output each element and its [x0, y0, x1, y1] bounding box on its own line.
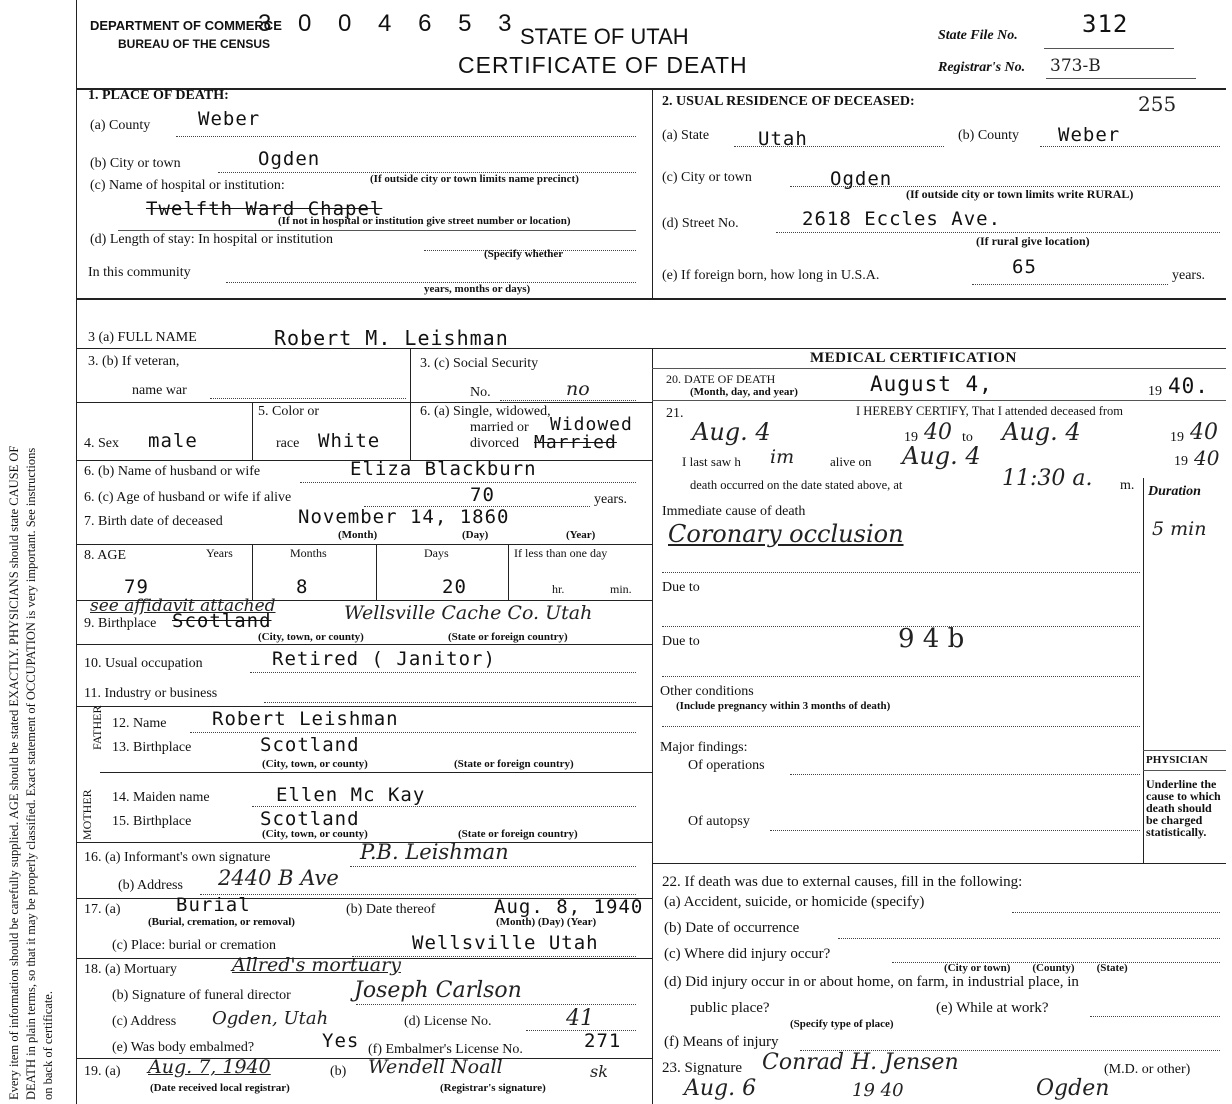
director-label: (b) Signature of funeral director — [112, 988, 291, 1003]
burial-date-note: (Month) (Day) (Year) — [496, 916, 597, 928]
res-county-value: Weber — [1058, 124, 1121, 146]
birthplace-city-note: (City, town, or county) — [258, 631, 364, 643]
res-city-value: Ogden — [830, 168, 893, 190]
certificate-title: CERTIFICATE OF DEATH — [458, 52, 748, 78]
alive-on-label: alive on — [830, 454, 872, 469]
embalmed-value: Yes — [322, 1030, 360, 1052]
age-label: 8. AGE — [84, 548, 126, 563]
sex-label: 4. Sex — [84, 436, 119, 451]
informant-label: 16. (a) Informant's own signature — [84, 850, 271, 865]
signature-date: Aug. 6 — [684, 1076, 757, 1101]
spouse-age-value: 70 — [470, 484, 495, 506]
form-left-border — [76, 0, 77, 1104]
registrar-no-line — [1046, 78, 1196, 79]
age-years-head: Years — [206, 546, 233, 560]
last-saw-him: im — [770, 446, 795, 468]
external-c-note: (City or town) (County) (State) — [944, 962, 1128, 974]
age-months-value: 8 — [296, 576, 309, 598]
mortuary-label: 18. (a) Mortuary — [84, 962, 177, 977]
due-to-2-value: 9 4 b — [898, 624, 965, 654]
place-of-death-heading: 1. PLACE OF DEATH: — [88, 88, 229, 103]
spouse-label: 6. (b) Name of husband or wife — [84, 464, 261, 479]
top-divider — [652, 88, 653, 298]
county-value: Weber — [198, 108, 261, 130]
community-label: In this community — [88, 265, 191, 280]
attend-from-year: 40 — [924, 420, 952, 445]
county-label: (a) County — [90, 118, 151, 133]
spouse-age-label: 6. (c) Age of husband or wife if alive — [84, 490, 292, 505]
immediate-label: Immediate cause of death — [662, 504, 806, 519]
race-label: race — [276, 436, 300, 451]
foreign-label: (e) If foreign born, how long in U.S.A. — [662, 268, 880, 283]
registrar-signature: Wendell Noall — [368, 1056, 503, 1078]
war-line — [210, 398, 406, 399]
month-note: (Month) — [338, 529, 378, 541]
cause-line-3 — [662, 676, 1140, 677]
state-title: STATE OF UTAH — [520, 24, 689, 49]
margin-instructions — [6, 10, 57, 1100]
received-note: (Date received local registrar) — [150, 1082, 290, 1094]
residence-heading: 2. USUAL RESIDENCE OF DECEASED: — [662, 94, 915, 109]
name-rule — [76, 348, 652, 349]
burial-label: 17. (a) — [84, 902, 121, 917]
cause-line-1 — [662, 572, 1140, 573]
license-value: 41 — [566, 1006, 594, 1031]
industry-rule — [76, 706, 652, 707]
physician-signature: Conrad H. Jensen — [762, 1050, 959, 1075]
burial-date-value: Aug. 8, 1940 — [494, 896, 644, 918]
immediate-duration: 5 min — [1152, 518, 1207, 540]
hospital-value: Twelfth Ward Chapel — [146, 198, 383, 220]
full-name-label: 3 (a) FULL NAME — [88, 330, 197, 345]
industry-label: 11. Industry or business — [84, 686, 218, 701]
age-days-head: Days — [424, 546, 449, 560]
ss-value: no — [566, 378, 590, 400]
informant-address-label: (b) Address — [118, 878, 183, 893]
mother-bp-value: Scotland — [260, 808, 360, 830]
hospital-line — [118, 230, 636, 231]
color-label: 5. Color or — [258, 404, 320, 419]
father-rule — [100, 772, 652, 773]
hospital-note: (If outside city or town limits name precinct) — [370, 173, 579, 185]
external-b: (b) Date of occurrence — [664, 920, 800, 936]
registrar-no-value: 373-B — [1050, 56, 1101, 76]
hr-label: hr. — [552, 582, 565, 596]
attend-from-prefix: 19 — [904, 430, 918, 445]
received-value: Aug. 7, 1940 — [148, 1056, 271, 1078]
external-d: (d) Did injury occur in or about home, on farm, in industrial place, in — [664, 974, 1079, 990]
age-years-value: 79 — [124, 576, 149, 598]
registrar-note: (Registrar's signature) — [440, 1082, 546, 1094]
hospital-label: (c) Name of hospital or institution: — [90, 178, 285, 193]
immediate-cause: Coronary occlusion — [668, 520, 904, 548]
burial-value: Burial — [176, 894, 251, 916]
street-value: 2618 Eccles Ave. — [802, 208, 1002, 230]
major-findings-label: Major findings: — [660, 740, 748, 755]
father-name-label: 12. Name — [112, 716, 167, 731]
last-saw-prefix: 19 — [1174, 454, 1188, 469]
other-conditions-note: (Include pregnancy within 3 months of death) — [676, 700, 891, 712]
physician-rule — [1143, 750, 1226, 751]
informant-line — [350, 866, 636, 867]
external-rule — [652, 863, 1226, 864]
director-line — [356, 1004, 636, 1005]
medical-top-rule — [652, 348, 1226, 349]
last-saw-date: Aug. 4 — [902, 442, 981, 470]
industry-line — [264, 702, 636, 703]
full-name-value: Robert M. Leishman — [274, 326, 509, 350]
birth-date-label: 7. Birth date of deceased — [84, 514, 223, 529]
mother-tag: MOTHER — [80, 789, 94, 840]
mother-name-value: Ellen Mc Kay — [276, 784, 426, 806]
min-label: min. — [610, 582, 632, 596]
age-days-value: 20 — [442, 576, 467, 598]
attend-to-year: 40 — [1190, 420, 1218, 445]
cert-number: 21. — [666, 406, 684, 421]
res-city-line — [790, 186, 1220, 187]
birthplace-state-note: (State or foreign country) — [448, 631, 568, 643]
margin-line-1: Every item of information should be carefully supplied. AGE should be stated EXACTLY. PHYSICIANS should state CAUSE OF — [7, 445, 21, 1100]
date-death-year: 40. — [1168, 374, 1209, 398]
operations-line — [790, 774, 1140, 775]
medical-head-rule — [652, 368, 1226, 369]
vet-rule — [76, 402, 652, 403]
marital-label-2: married or — [470, 420, 529, 435]
father-bp-label: 13. Birthplace — [112, 740, 192, 755]
state-file-value: 312 — [1082, 10, 1129, 38]
signature-label: 23. Signature — [662, 1060, 742, 1076]
foreign-value: 65 — [1012, 256, 1037, 278]
street-note: (If rural give location) — [976, 234, 1090, 248]
ss-no-label: No. — [470, 385, 491, 400]
father-bp-state-note: (State or foreign country) — [454, 758, 574, 770]
occurred-text: death occurred on the date stated above, at — [690, 478, 903, 492]
birthplace-rule — [76, 644, 652, 645]
ymd-note: years, months or days) — [424, 283, 531, 295]
date-death-label: 20. DATE OF DEATH — [666, 372, 776, 386]
mother-bp-city-note: (City, town, or county) — [262, 828, 368, 840]
father-name-value: Robert Leishman — [212, 708, 399, 730]
age-lt-head: If less than one day — [514, 546, 608, 560]
registrar-initials: sk — [590, 1062, 608, 1081]
external-a-line — [1012, 912, 1220, 913]
director-signature: Joseph Carlson — [354, 978, 522, 1003]
res-county-label: (b) County — [958, 128, 1020, 143]
birth-rule — [76, 544, 652, 545]
informant-address: 2440 B Ave — [218, 866, 339, 890]
burial-note: (Burial, cremation, or removal) — [148, 916, 295, 928]
marital-value-2: Married — [534, 432, 617, 453]
age-div-2 — [376, 544, 377, 600]
external-b-line — [838, 938, 1220, 939]
due-to-2: Due to — [662, 634, 700, 649]
attend-from-date: Aug. 4 — [692, 418, 771, 446]
year-note: (Year) — [566, 529, 596, 541]
sex-divider — [252, 402, 253, 460]
informant-address-line — [200, 894, 636, 895]
marital-label-3: divorced — [470, 436, 519, 451]
bureau-label: BUREAU OF THE CENSUS — [118, 37, 271, 51]
attend-to-prefix: 19 — [1170, 430, 1184, 445]
due-to-1: Due to — [662, 580, 700, 595]
time-of-death: 11:30 a. — [1002, 466, 1093, 491]
age-div-3 — [508, 544, 509, 600]
birthplace-label: 9. Birthplace — [84, 616, 157, 631]
war-label: name war — [132, 383, 187, 398]
external-e: (e) While at work? — [936, 1000, 1049, 1016]
section-rule — [76, 298, 1226, 300]
external-heading: 22. If death was due to external causes, fill in the following: — [662, 874, 1023, 890]
vet-divider — [410, 348, 411, 402]
mother-name-label: 14. Maiden name — [112, 790, 210, 805]
place-burial-label: (c) Place: burial or cremation — [112, 938, 277, 953]
physician-rule-2 — [1143, 770, 1226, 771]
res-state-line — [734, 146, 944, 147]
foreign-years: years. — [1172, 268, 1206, 283]
res-county-line — [1040, 146, 1220, 147]
city-value: Ogden — [258, 148, 321, 170]
external-e-line — [1090, 1016, 1220, 1017]
res-city-label: (c) City or town — [662, 170, 752, 185]
last-saw-year: 40 — [1194, 446, 1220, 470]
spouse-line — [300, 482, 636, 483]
attend-to-date: Aug. 4 — [1002, 418, 1081, 446]
father-tag: FATHER — [90, 705, 104, 750]
occupation-value: Retired ( Janitor) — [272, 648, 496, 670]
occupation-label: 10. Usual occupation — [84, 656, 203, 671]
registrar-no-label: Registrar's No. — [938, 60, 1026, 75]
veteran-label: 3. (b) If veteran, — [88, 354, 180, 369]
received-label: 19. (a) — [84, 1064, 121, 1079]
embalmed-label: (e) Was body embalmed? — [112, 1040, 255, 1055]
physician-note: Underline the cause to which death should be charged statistically. — [1146, 777, 1221, 839]
county-line — [176, 136, 636, 137]
birthplace-hand: Wellsville Cache Co. Utah — [344, 602, 593, 624]
state-file-line — [1044, 48, 1174, 49]
date-death-value: August 4, — [870, 372, 993, 396]
external-d2: public place? — [690, 1000, 770, 1016]
state-file-label: State File No. — [938, 28, 1018, 43]
ss-line — [500, 400, 636, 401]
external-f: (f) Means of injury — [664, 1034, 779, 1050]
certificate-stamp-number: 3 0 0 4 6 5 3 — [258, 10, 522, 37]
signature-place: Ogden — [1036, 1076, 1110, 1101]
date-death-sub: (Month, day, and year) — [690, 386, 798, 398]
stay-label: (d) Length of stay: In hospital or institution — [90, 232, 334, 247]
margin-line-2: DEATH in plain terms, so that it may be properly classified. Exact statement of OCCUPATION is very important. See instructions — [24, 447, 38, 1100]
physician-tag: PHYSICIAN — [1146, 754, 1208, 766]
header-rule — [76, 88, 1226, 90]
foreign-line — [972, 284, 1168, 285]
birth-date-value: November 14, 1860 — [298, 506, 510, 528]
birthplace-typed: Scotland — [172, 610, 272, 632]
marital-label-1: 6. (a) Single, widowed, — [420, 404, 551, 419]
license-label: (d) License No. — [404, 1014, 492, 1029]
day-note: (Day) — [462, 529, 489, 541]
age-months-head: Months — [290, 546, 327, 560]
duration-label: Duration — [1148, 484, 1201, 499]
informant-signature: P.B. Leishman — [360, 840, 509, 864]
burial-date-label: (b) Date thereof — [346, 902, 436, 917]
place-burial-value: Wellsville Utah — [412, 932, 599, 954]
external-c: (c) Where did injury occur? — [664, 946, 831, 962]
duration-col — [1143, 478, 1144, 863]
cause-line-4 — [662, 726, 1140, 727]
date-death-rule — [652, 400, 1226, 401]
mother-name-line — [252, 806, 636, 807]
mother-bp-label: 15. Birthplace — [112, 814, 192, 829]
of-operations-label: Of operations — [688, 758, 765, 773]
father-name-line — [190, 732, 636, 733]
medical-heading: MEDICAL CERTIFICATION — [810, 350, 1017, 366]
sex-value: male — [148, 430, 198, 452]
hospital-note-2: (If not in hospital or institution give street number or location) — [278, 215, 571, 227]
residence-code: 255 — [1138, 92, 1177, 116]
embalmer-label: (f) Embalmer's License No. — [368, 1042, 523, 1057]
affidavit-note: see affidavit attached — [90, 596, 276, 616]
father-bp-value: Scotland — [260, 734, 360, 756]
res-city-note: (If outside city or town limits write RURAL) — [906, 187, 1134, 201]
street-label: (d) Street No. — [662, 216, 739, 231]
dept-label: DEPARTMENT OF COMMERCE — [90, 18, 282, 33]
mid-divider — [652, 348, 653, 1104]
spouse-value: Eliza Blackburn — [350, 458, 537, 480]
reg-sig-label: (b) — [330, 1064, 347, 1079]
external-d-note: (Specify type of place) — [790, 1018, 894, 1030]
res-state-label: (a) State — [662, 128, 710, 143]
external-a: (a) Accident, suicide, or homicide (specify) — [664, 894, 925, 910]
race-divider — [410, 402, 411, 460]
cert-text: I HEREBY CERTIFY, That I attended deceased from — [856, 404, 1124, 418]
mother-bp-state-note: (State or foreign country) — [458, 828, 578, 840]
marital-value-1: Widowed — [550, 414, 633, 435]
embalmer-value: 271 — [584, 1030, 622, 1052]
city-label: (b) City or town — [90, 156, 181, 171]
mortuary-value: Allred's mortuary — [232, 954, 401, 976]
occupation-line — [250, 672, 636, 673]
father-bp-city-note: (City, town, or county) — [262, 758, 368, 770]
md-label: (M.D. or other) — [1104, 1062, 1191, 1077]
margin-line-3: on back of certificate. — [41, 991, 55, 1100]
other-conditions-label: Other conditions — [660, 684, 754, 699]
res-state-value: Utah — [758, 128, 808, 150]
street-line — [776, 232, 1220, 233]
time-m: m. — [1120, 478, 1135, 493]
last-saw-label: I last saw h — [682, 454, 741, 469]
fd-address-label: (c) Address — [112, 1014, 177, 1029]
signature-year: 19 40 — [852, 1080, 904, 1101]
date-death-year-pre: 19 — [1148, 384, 1162, 399]
attend-to-label: to — [962, 430, 973, 445]
age-div-1 — [252, 544, 253, 600]
autopsy-line — [770, 830, 1140, 831]
specify-note: (Specify whether — [484, 248, 564, 260]
ss-label: 3. (c) Social Security — [420, 356, 539, 371]
spouse-age-years: years. — [594, 492, 628, 507]
of-autopsy-label: Of autopsy — [688, 814, 750, 829]
race-value: White — [318, 430, 381, 452]
fd-address-value: Ogden, Utah — [212, 1008, 329, 1029]
